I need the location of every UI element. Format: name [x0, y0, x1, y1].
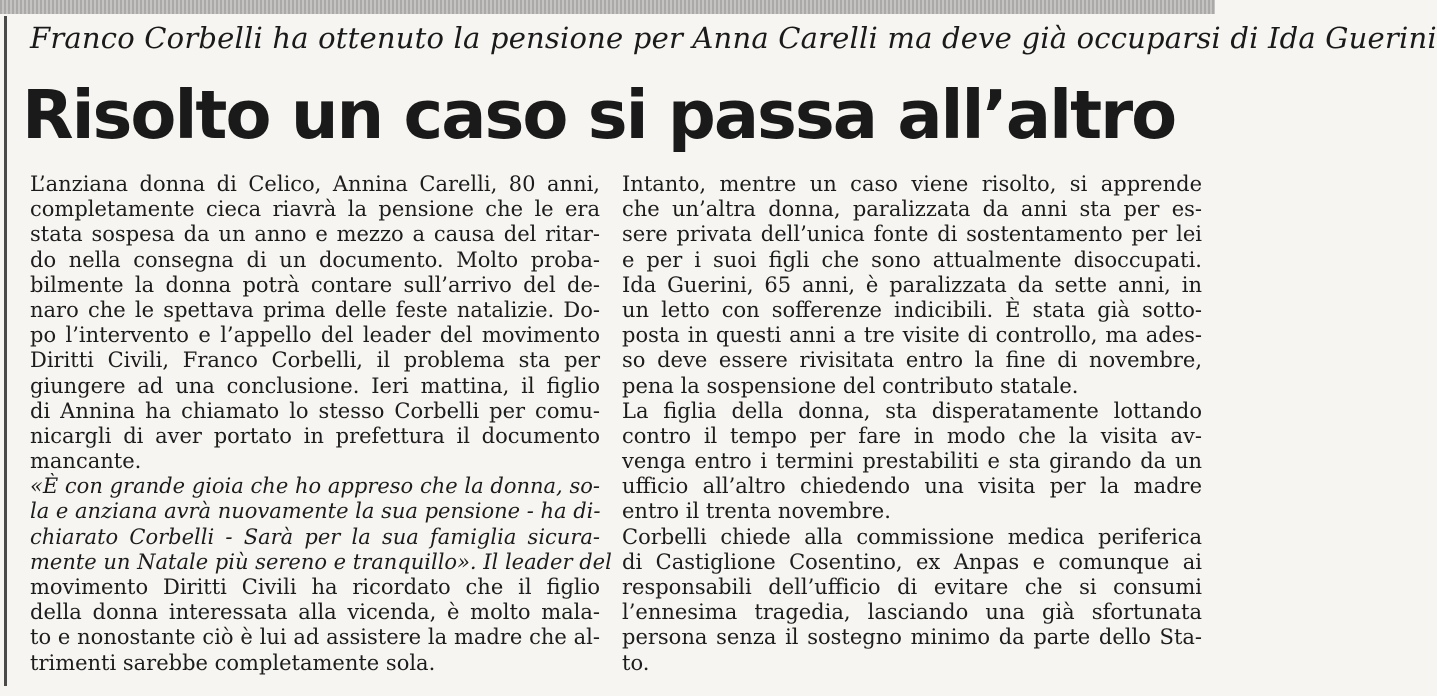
text-line: ufficio all’altro chiedendo una visita per la madre	[622, 474, 1202, 499]
quote-line: mente un Natale più sereno e tranquillo». Il leader del	[30, 549, 612, 574]
quote-line: «È con grande gioia che ho appreso che la donna, so-	[30, 474, 600, 499]
text-line: L’anziana donna di Celico, Annina Carelli, 80 anni,	[30, 172, 600, 196]
text-line: un letto con sofferenze indicibili. È stata già sotto-	[622, 297, 1202, 322]
text-line: do nella consegna di un documento. Molto proba-	[30, 247, 600, 272]
text-line: Diritti Civili, Franco Corbelli, il problema sta per	[30, 348, 600, 373]
text-line: e per i suoi figli che sono attualmente disoccupati.	[622, 247, 1202, 272]
text-line: completamente cieca riavrà la pensione che le era	[30, 197, 600, 222]
text-line: to e nonostante ciò è lui ad assistere la madre che al-	[30, 625, 600, 650]
text-line: so deve essere rivisitata entro la fine di novembre,	[622, 348, 1202, 373]
text-line: La figlia della donna, sta disperatamente lottando	[622, 398, 1202, 423]
quote-line: la e anziana avrà nuovamente la sua pensione - ha di-	[30, 499, 601, 524]
text-line: trimenti sarebbe completamente sola.	[30, 650, 436, 675]
left-column-rule	[4, 16, 7, 686]
text-line: della donna interessata alla vicenda, è molto mala-	[30, 600, 600, 625]
text-line: persona senza il sostegno minimo da parte dello Sta-	[622, 625, 1202, 650]
text-line: Ida Guerini, 65 anni, è paralizzata da sette anni, in	[622, 272, 1202, 297]
text-line: posta in questi anni a tre visite di controllo, ma ades-	[622, 323, 1202, 348]
text-line: nicargli di aver portato in prefettura il documento	[30, 423, 600, 448]
text-line: movimento Diritti Civili ha ricordato che il figlio	[30, 575, 600, 599]
text-line: mancante.	[30, 449, 142, 474]
text-line: bilmente la donna potrà contare sull’arrivo del de-	[30, 272, 600, 297]
text-line: di Annina ha chiamato lo stesso Corbelli per comu-	[30, 398, 600, 423]
text-line: stata sospesa da un anno e mezzo a causa del ritar-	[30, 222, 600, 247]
text-line: responsabili dell’ufficio di evitare che si consumi	[622, 575, 1202, 599]
text-line: naro che le spettava prima delle feste natalizie. Do-	[30, 297, 600, 322]
text-line: l’ennesima tragedia, lasciando una già sfortunata	[622, 600, 1202, 625]
top-rule	[0, 0, 1215, 14]
text-line: contro il tempo per fare in modo che la visita av-	[622, 423, 1202, 448]
article-kicker: Franco Corbelli ha ottenuto la pensione per Anna Carelli ma deve già occuparsi di Ida Guerini	[30, 21, 1437, 55]
text-line: giungere ad una conclusione. Ieri mattina, il figlio	[30, 373, 600, 398]
right-column	[622, 172, 1202, 676]
text-line: po l’intervento e l’appello del leader del movimento	[30, 323, 600, 348]
text-line: to.	[622, 650, 650, 675]
text-line: venga entro i termini prestabiliti e sta girando da un	[622, 449, 1202, 474]
text-line: di Castiglione Cosentino, ex Anpas e comunque ai	[622, 549, 1202, 574]
text-line: Corbelli chiede alla commissione medica periferica	[622, 524, 1202, 549]
left-column	[30, 172, 612, 676]
article-headline: Risolto un caso si passa all’altro	[22, 76, 1176, 154]
text-line: sere privata dell’unica fonte di sostentamento per lei	[622, 222, 1202, 247]
text-line: che un’altra donna, paralizzata da anni sta per es-	[622, 197, 1202, 222]
text-line: entro il trenta novembre.	[622, 499, 891, 524]
text-line: pena la sospensione del contributo statale.	[622, 373, 1079, 398]
quote-line: chiarato Corbelli - Sarà per la sua famiglia sicura-	[30, 524, 600, 549]
text-line: Intanto, mentre un caso viene risolto, si apprende	[622, 172, 1202, 196]
